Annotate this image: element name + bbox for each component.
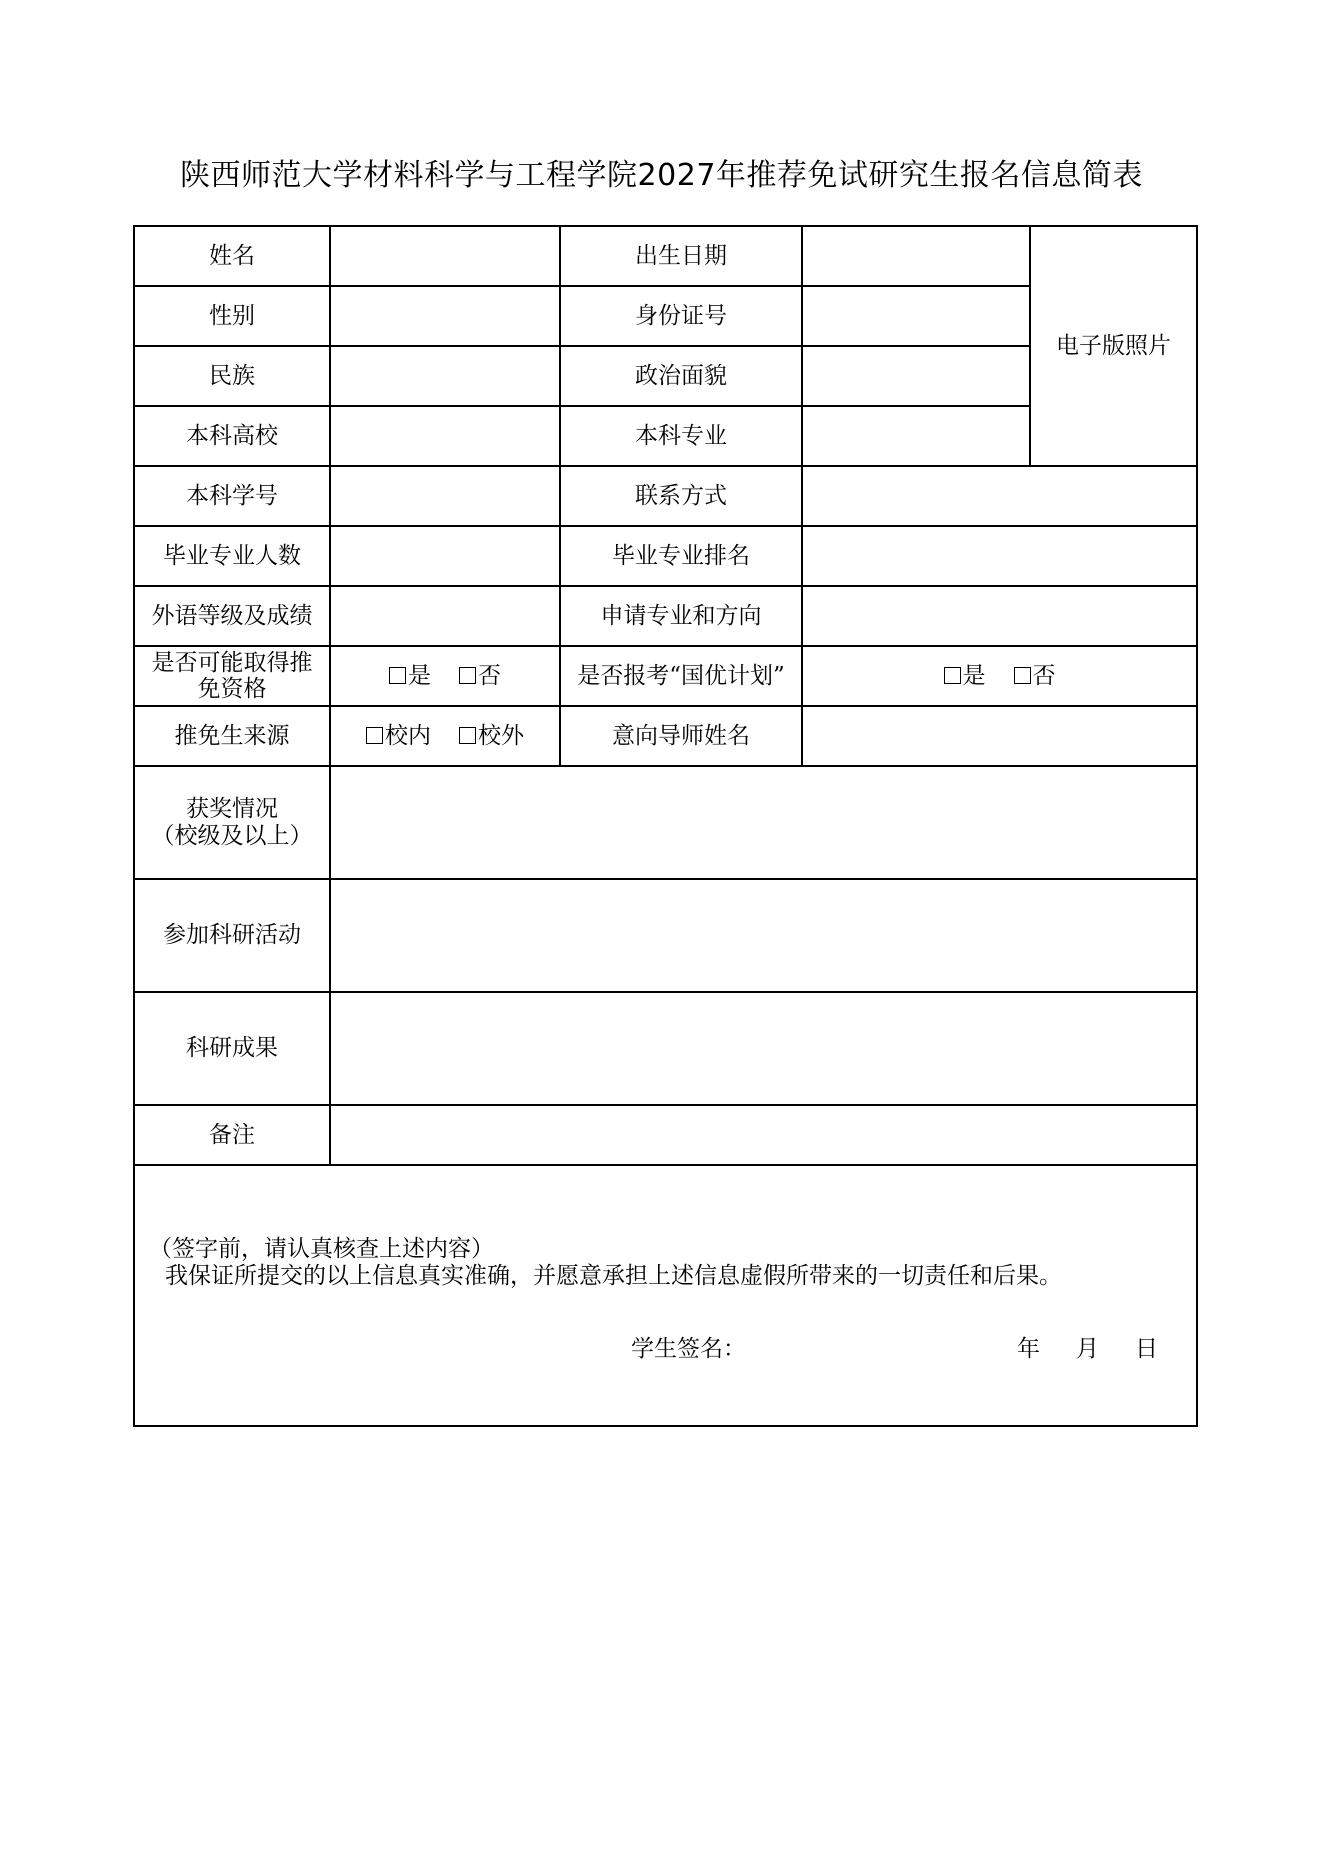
label-research-results: 科研成果 xyxy=(134,992,330,1105)
label-awards xyxy=(134,766,330,879)
checkbox-icon xyxy=(459,667,476,684)
option-no-label: 否 xyxy=(1032,662,1056,689)
field-research-activities[interactable] xyxy=(330,879,1197,992)
label-student-number: 本科学号 xyxy=(134,466,330,526)
declaration-pledge: 我保证所提交的以上信息真实准确，并愿意承担上述信息虚假所带来的一切责任和后果。 xyxy=(165,1263,1062,1289)
checkbox-icon xyxy=(366,727,383,744)
eligibility-options xyxy=(330,646,560,706)
eligibility-no-checkbox[interactable] xyxy=(459,663,501,689)
option-in-school-label: 校内 xyxy=(385,722,431,749)
signature-label: 学生签名： xyxy=(631,1336,746,1362)
field-ethnicity[interactable] xyxy=(330,346,560,406)
label-graduating-rank: 毕业专业排名 xyxy=(560,526,802,586)
label-research-activities: 参加科研活动 xyxy=(134,879,330,992)
date-day-label: 日 xyxy=(1135,1336,1158,1362)
photo-cell[interactable] xyxy=(1030,226,1197,466)
label-apply-major: 申请专业和方向 xyxy=(560,586,802,646)
field-student-number[interactable] xyxy=(330,466,560,526)
field-gender[interactable] xyxy=(330,286,560,346)
checkbox-icon xyxy=(389,667,406,684)
national-plan-options xyxy=(802,646,1197,706)
awards-label-line2: （校级及以上） xyxy=(151,822,313,849)
source-options xyxy=(330,706,560,766)
label-undergrad-major: 本科专业 xyxy=(560,406,802,466)
field-apply-major[interactable] xyxy=(802,586,1197,646)
label-remarks: 备注 xyxy=(134,1105,330,1165)
national-plan-yes-checkbox[interactable] xyxy=(944,663,986,689)
national-plan-no-checkbox[interactable] xyxy=(1014,663,1056,689)
option-yes-label: 是 xyxy=(408,662,431,689)
page-title: 陕西师范大学材料科学与工程学院2027年推荐免试研究生报名信息简表 xyxy=(180,158,1143,193)
field-graduating-rank[interactable] xyxy=(802,526,1197,586)
label-supervisor: 意向导师姓名 xyxy=(560,706,802,766)
checkbox-icon xyxy=(944,667,961,684)
label-eligibility: 是否可能取得推免资格 xyxy=(134,646,330,706)
awards-label-line1: 获奖情况 xyxy=(186,796,278,823)
field-graduating-count[interactable] xyxy=(330,526,560,586)
field-foreign-language[interactable] xyxy=(330,586,560,646)
source-out-school-checkbox[interactable] xyxy=(459,723,524,749)
checkbox-icon xyxy=(459,727,476,744)
field-undergrad-school[interactable] xyxy=(330,406,560,466)
label-foreign-language: 外语等级及成绩 xyxy=(134,586,330,646)
checkbox-icon xyxy=(1014,667,1031,684)
label-gender: 性别 xyxy=(134,286,330,346)
field-research-results[interactable] xyxy=(330,992,1197,1105)
field-id-number[interactable] xyxy=(802,286,1030,346)
label-national-plan: 是否报考“国优计划” xyxy=(560,646,802,706)
date-year-label: 年 xyxy=(1017,1336,1040,1362)
field-name[interactable] xyxy=(330,226,560,286)
declaration-section xyxy=(134,1165,1197,1426)
label-undergrad-school: 本科高校 xyxy=(134,406,330,466)
label-ethnicity: 民族 xyxy=(134,346,330,406)
label-political-status: 政治面貌 xyxy=(560,346,802,406)
photo-label: 电子版照片 xyxy=(1056,332,1171,359)
option-out-school-label: 校外 xyxy=(478,722,524,749)
label-birth-date: 出生日期 xyxy=(560,226,802,286)
declaration-note: （签字前，请认真核查上述内容） xyxy=(149,1236,494,1262)
signature-date xyxy=(981,1336,1158,1362)
label-graduating-count: 毕业专业人数 xyxy=(134,526,330,586)
eligibility-yes-checkbox[interactable] xyxy=(389,663,431,689)
option-no-label: 否 xyxy=(478,662,501,689)
label-name: 姓名 xyxy=(134,226,330,286)
field-birth-date[interactable] xyxy=(802,226,1030,286)
field-remarks[interactable] xyxy=(330,1105,1197,1165)
field-political-status[interactable] xyxy=(802,346,1030,406)
field-awards[interactable] xyxy=(330,766,1197,879)
label-source: 推免生来源 xyxy=(134,706,330,766)
label-id-number: 身份证号 xyxy=(560,286,802,346)
date-month-label: 月 xyxy=(1076,1336,1099,1362)
source-in-school-checkbox[interactable] xyxy=(366,723,431,749)
label-contact: 联系方式 xyxy=(560,466,802,526)
field-supervisor[interactable] xyxy=(802,706,1197,766)
application-form-table xyxy=(133,225,1198,1427)
field-contact[interactable] xyxy=(802,466,1197,526)
field-undergrad-major[interactable] xyxy=(802,406,1030,466)
option-yes-label: 是 xyxy=(962,662,986,689)
